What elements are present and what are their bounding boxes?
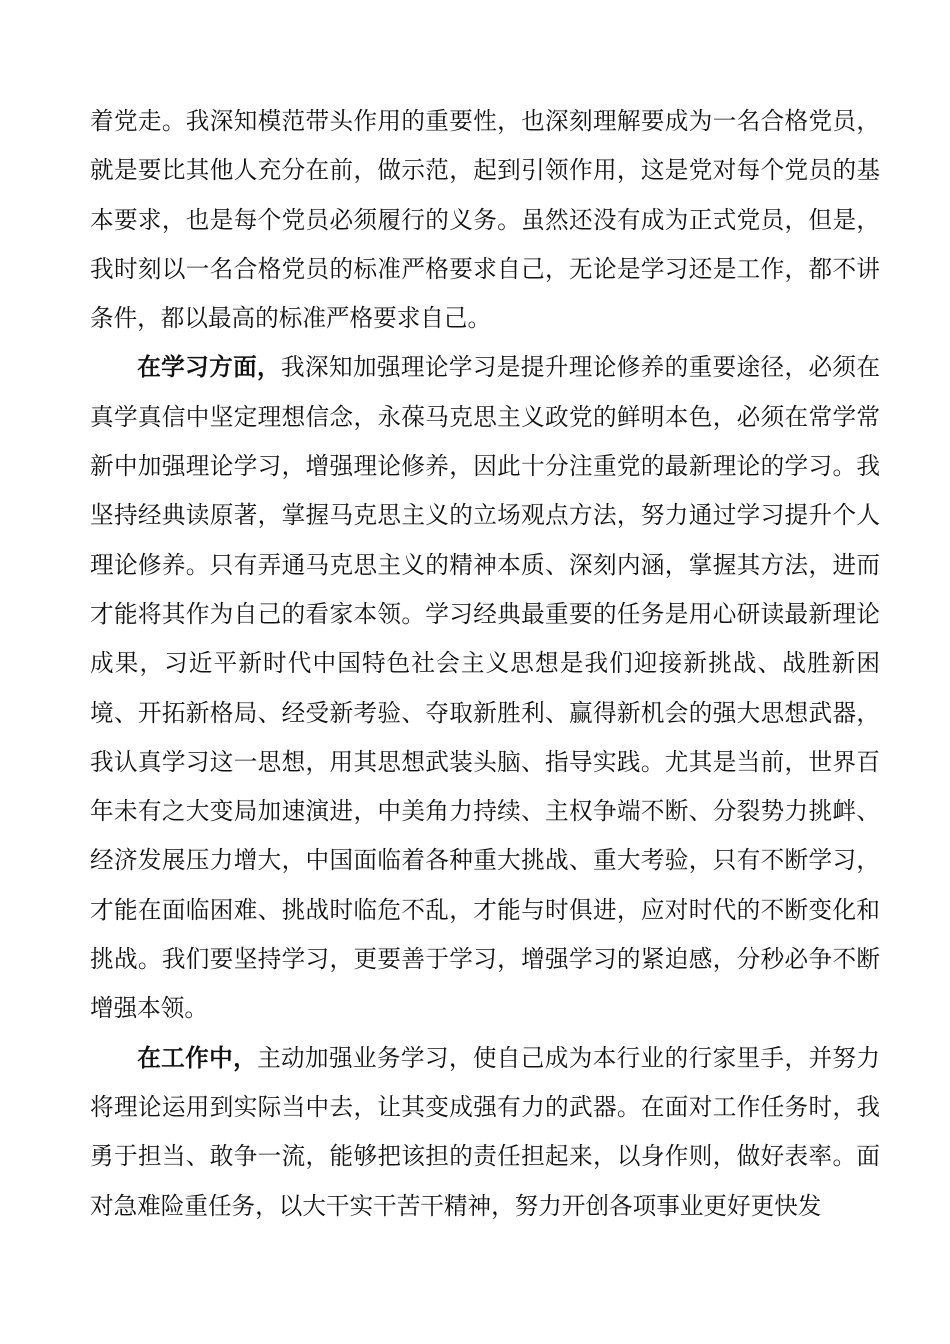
document-page bbox=[90, 97, 880, 1231]
paragraph-lead-work: 在工作中， bbox=[137, 1043, 258, 1072]
paragraph-text: 着党走。我深知模范带头作用的重要性，也深刻理解要成为一名合格党员，就是要比其他人充分在前，做示范，起到引领作用，这是党对每个党员的基本要求，也是每个党员必须履行的义务。虽然还没有成为正式党员，但是，我时刻以一名合格党员的标准严格要求自己，无论是学习还是工作，都不讲条件，都以最高的标准严格要求自己。 bbox=[90, 107, 880, 333]
paragraph-text: 主动加强业务学习，使自己成为本行业的行家里手，并努力将理论运用到实际当中去，让其变成强有力的武器。在面对工作任务时，我勇于担当、敢争一流，能够把该担的责任担起来，以身作则，做好表率。面对急难险重任务，以大干实干苦干精神，努力开创各项事业更好更快发 bbox=[90, 1043, 881, 1220]
paragraph-text: 我深知加强理论学习是提升理论修养的重要途径，必须在真学真信中坚定理想信念，永葆马克思主义政党的鲜明本色，必须在常学常新中加强理论学习，增强理论修养，因此十分注重党的最新理论的学习。我坚持经典读原著，掌握马克思主义的立场观点方法，努力通过学习提升个人理论修养。只有弄通马克思主义的精神本质、深刻内涵，掌握其方法，进而才能将其作为自己的看家本领。学习经典最重要的任务是用心研读最新理论成果，习近平新时代中国特色社会主义思想是我们迎接新挑战、战胜新困境、开拓新格局、经受新考验、夺取新胜利、赢得新机会的强大思想武器，我认真学习这一思想，用其思想武装头脑、指导实践。尤其是当前，世界百年未有之大变局加速演进，中美角力持续、主权争端不断、分裂势力挑衅、经济发展压力增大，中国面临着各种重大挑战、重大考验，只有不断学习，才能在面临困难、挑战时临危不乱，才能与时俱进，应对时代的不断变化和挑战。我们要坚持学习，更要善于学习，增强学习的紧迫感，分秒必争不断增强本领。 bbox=[90, 353, 880, 1023]
paragraph-continuation bbox=[90, 97, 880, 343]
paragraph-study bbox=[90, 343, 880, 1033]
paragraph-work bbox=[90, 1034, 880, 1231]
paragraph-lead-study: 在学习方面， bbox=[137, 353, 282, 382]
